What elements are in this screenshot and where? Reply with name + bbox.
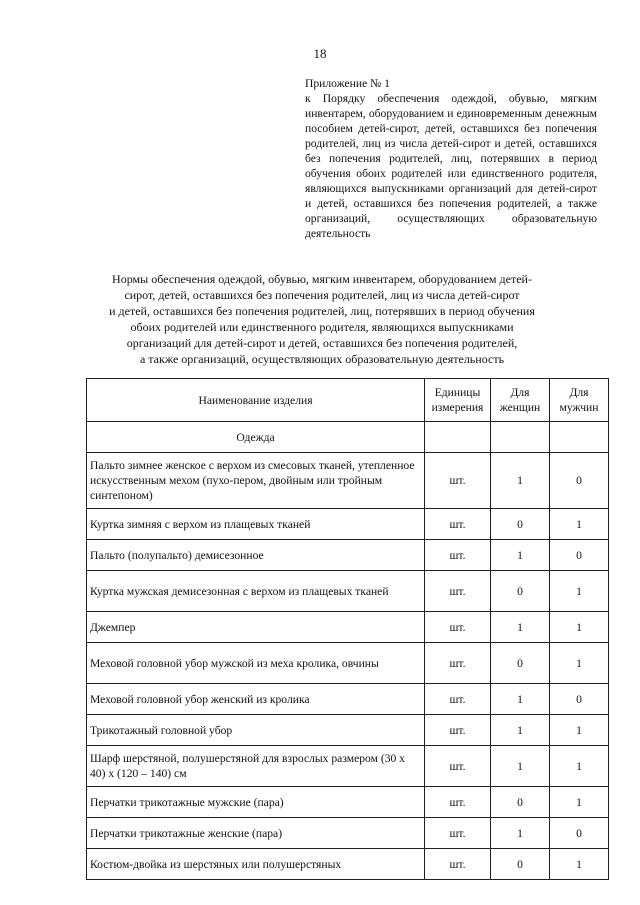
item-name: Пальто зимнее женское с верхом из смесовых тканей, утепленное искусственным мехом (пухо-пером, двойным или тройным синтепоном) — [87, 453, 425, 509]
heading-line: а также организаций, осуществляющих образовательную деятельность — [139, 352, 505, 366]
table-row — [87, 818, 609, 849]
item-men: 0 — [550, 818, 609, 849]
item-women: 1 — [491, 818, 550, 849]
item-women: 1 — [491, 612, 550, 643]
appendix-block — [305, 76, 597, 241]
table-row — [87, 643, 609, 684]
item-name: Перчатки трикотажные женские (пара) — [87, 818, 425, 849]
item-men: 1 — [550, 509, 609, 540]
heading-line: сирот, детей, оставшихся без попечения родителей, лиц из числа детей-сирот — [124, 288, 520, 302]
table-row — [87, 509, 609, 540]
item-men: 1 — [550, 787, 609, 818]
column-header-men: Для мужчин — [550, 379, 609, 422]
table-cell — [550, 422, 609, 453]
item-unit: шт. — [425, 540, 491, 571]
item-unit: шт. — [425, 453, 491, 509]
section-title: Одежда — [87, 422, 425, 453]
page-number: 18 — [313, 46, 327, 61]
item-unit: шт. — [425, 715, 491, 746]
item-men: 1 — [550, 746, 609, 787]
column-header-women: Для женщин — [491, 379, 550, 422]
item-name: Меховой головной убор мужской из меха кролика, овчины — [87, 643, 425, 684]
item-unit: шт. — [425, 746, 491, 787]
column-header-name: Наименование изделия — [87, 379, 425, 422]
item-unit: шт. — [425, 684, 491, 715]
item-men: 1 — [550, 849, 609, 880]
appendix-body: к Порядку обеспечения одеждой, обувью, мягким инвентарем, оборудованием и единовременным денежным пособием детей-сирот, детей, оставшихся без попечения родителей, лиц из числа детей-сирот и детей, оставшихся без попечения родителей, лиц, потерявших в период обучения обоих родителей или единственного родителя, являющихся выпускниками организаций для детей-сирот и детей, оставшихся без попечения родителей, а также организаций, осуществляющих образовательную деятельность — [305, 92, 597, 240]
item-unit: шт. — [425, 612, 491, 643]
table-cell — [425, 422, 491, 453]
table-header-row — [87, 379, 609, 422]
item-name: Шарф шерстяной, полушерстяной для взрослых размером (30 х 40) х (120 – 140) см — [87, 746, 425, 787]
heading-line: Нормы обеспечения одеждой, обувью, мягким инвентарем, оборудованием детей- — [112, 272, 532, 286]
item-men: 1 — [550, 571, 609, 612]
item-men: 1 — [550, 612, 609, 643]
item-women: 1 — [491, 540, 550, 571]
table-row — [87, 612, 609, 643]
item-unit: шт. — [425, 571, 491, 612]
document-heading — [92, 271, 552, 367]
table-cell — [491, 422, 550, 453]
item-women: 0 — [491, 571, 550, 612]
item-women: 1 — [491, 684, 550, 715]
item-women: 0 — [491, 849, 550, 880]
column-header-unit: Единицы измерения — [425, 379, 491, 422]
item-unit: шт. — [425, 818, 491, 849]
item-women: 0 — [491, 787, 550, 818]
heading-line: организаций для детей-сирот и детей, оставшихся без попечения родителей, — [126, 336, 518, 350]
item-name: Перчатки трикотажные мужские (пара) — [87, 787, 425, 818]
table-row — [87, 684, 609, 715]
item-men: 0 — [550, 540, 609, 571]
item-unit: шт. — [425, 849, 491, 880]
item-men: 1 — [550, 715, 609, 746]
item-name: Меховой головной убор женский из кролика — [87, 684, 425, 715]
item-women: 0 — [491, 509, 550, 540]
table-row — [87, 787, 609, 818]
table-row — [87, 571, 609, 612]
item-men: 0 — [550, 453, 609, 509]
table-row — [87, 849, 609, 880]
item-name: Куртка мужская демисезонная с верхом из плащевых тканей — [87, 571, 425, 612]
item-name: Куртка зимняя с верхом из плащевых тканей — [87, 509, 425, 540]
appendix-title: Приложение № 1 — [305, 77, 390, 90]
item-unit: шт. — [425, 509, 491, 540]
item-women: 0 — [491, 643, 550, 684]
item-women: 1 — [491, 746, 550, 787]
item-name: Джемпер — [87, 612, 425, 643]
item-name: Трикотажный головной убор — [87, 715, 425, 746]
item-men: 1 — [550, 643, 609, 684]
table-row — [87, 453, 609, 509]
table-row — [87, 715, 609, 746]
section-row — [87, 422, 609, 453]
item-name: Костюм-двойка из шерстяных или полушерстяных — [87, 849, 425, 880]
heading-line: обоих родителей или единственного родителя, являющихся выпускниками — [130, 320, 514, 334]
item-name: Пальто (полупальто) демисезонное — [87, 540, 425, 571]
table-row — [87, 746, 609, 787]
item-women: 1 — [491, 453, 550, 509]
item-unit: шт. — [425, 787, 491, 818]
table-row — [87, 540, 609, 571]
item-unit: шт. — [425, 643, 491, 684]
heading-line: и детей, оставшихся без попечения родителей, лиц, потерявших в период обучения — [109, 304, 535, 318]
item-women: 1 — [491, 715, 550, 746]
item-men: 0 — [550, 684, 609, 715]
norms-table — [86, 378, 609, 880]
